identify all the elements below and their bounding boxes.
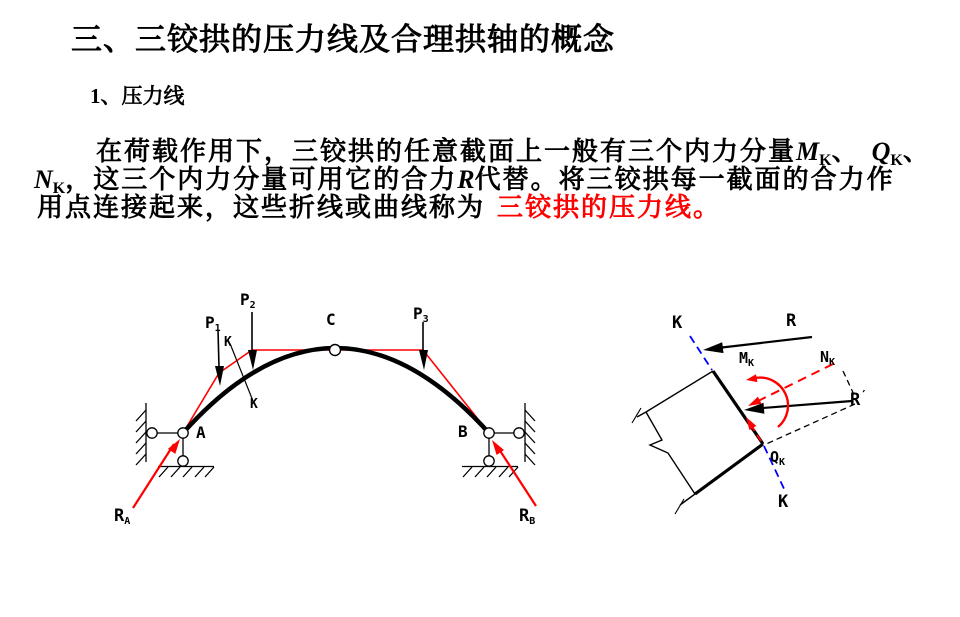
label-p1-sub: 1	[214, 323, 221, 334]
normal-force-nk-arrow	[748, 364, 833, 406]
label-mk: $M_K$	[739, 349, 755, 369]
label-p2: P2	[240, 290, 256, 311]
label-p3: P3	[413, 304, 429, 325]
label-rb-sub: B	[529, 516, 536, 527]
symbol-M: M	[796, 137, 820, 166]
symbol-Q: Q	[871, 137, 891, 166]
label-r: R	[786, 311, 797, 331]
load-p2-arrow	[248, 312, 257, 370]
label-ra-sub: A	[124, 516, 131, 527]
arch-curve	[183, 348, 489, 433]
resultant-r-arrow	[703, 337, 812, 353]
label-a: A	[196, 423, 206, 442]
reaction-rb-arrow	[492, 440, 536, 506]
label-r-prime: R′	[850, 388, 868, 410]
line1-sep1: 、	[831, 137, 860, 166]
label-section-k-bottom: K	[778, 492, 789, 512]
label-b: B	[458, 422, 468, 441]
label-nk-sub: K	[829, 357, 836, 368]
section-axis	[690, 336, 786, 493]
label-k-top: K	[224, 335, 232, 350]
line2-text2: 代替。将三铰拱每一截面的合力作	[474, 165, 895, 194]
label-p3-sub: 3	[422, 314, 429, 325]
label-qk-sub: K	[779, 457, 786, 468]
cut-segment	[632, 371, 763, 514]
section-subtitle: 1、压力线	[90, 84, 185, 108]
label-mk-sub: K	[748, 358, 755, 369]
load-p3-arrow	[419, 322, 428, 370]
symbol-M-sub: K	[819, 152, 832, 169]
label-p1: P1	[205, 313, 221, 334]
label-ra: RA	[114, 506, 131, 527]
label-k-bottom: K	[250, 397, 258, 412]
label-section-k-top: K	[672, 313, 683, 333]
line1-text: 在荷载作用下，三铰拱的任意截面上一般有三个内力分量	[96, 137, 797, 166]
line2-text1: ，这三个内力分量可用它的合力	[65, 165, 458, 194]
symbol-Q-sub: K	[890, 152, 903, 169]
shear-force-qk-arrow	[746, 417, 761, 441]
symbol-R: R	[457, 165, 475, 194]
line1-sep2: 、	[902, 137, 931, 166]
crown-hinge	[330, 345, 341, 356]
line3-highlight: 三铰拱的压力线。	[497, 193, 722, 222]
construction-lines	[764, 371, 856, 445]
label-p2-sub: 2	[249, 300, 256, 311]
label-qk: $Q_K$	[770, 448, 786, 468]
page-title: 三、三铰拱的压力线及合理拱轴的概念	[71, 22, 615, 57]
moment-mk-arrow	[746, 374, 788, 427]
line3-text: 用点连接起来，这些折线或曲线称为	[37, 193, 486, 222]
label-c: C	[326, 310, 336, 329]
arch-figure	[133, 312, 536, 508]
label-nk: $N_K$	[820, 348, 836, 368]
symbol-N: N	[34, 165, 53, 194]
symbol-N-sub: K	[52, 180, 66, 197]
label-rb: RB	[519, 506, 536, 527]
label-r-prime-mark: ′	[860, 388, 868, 402]
